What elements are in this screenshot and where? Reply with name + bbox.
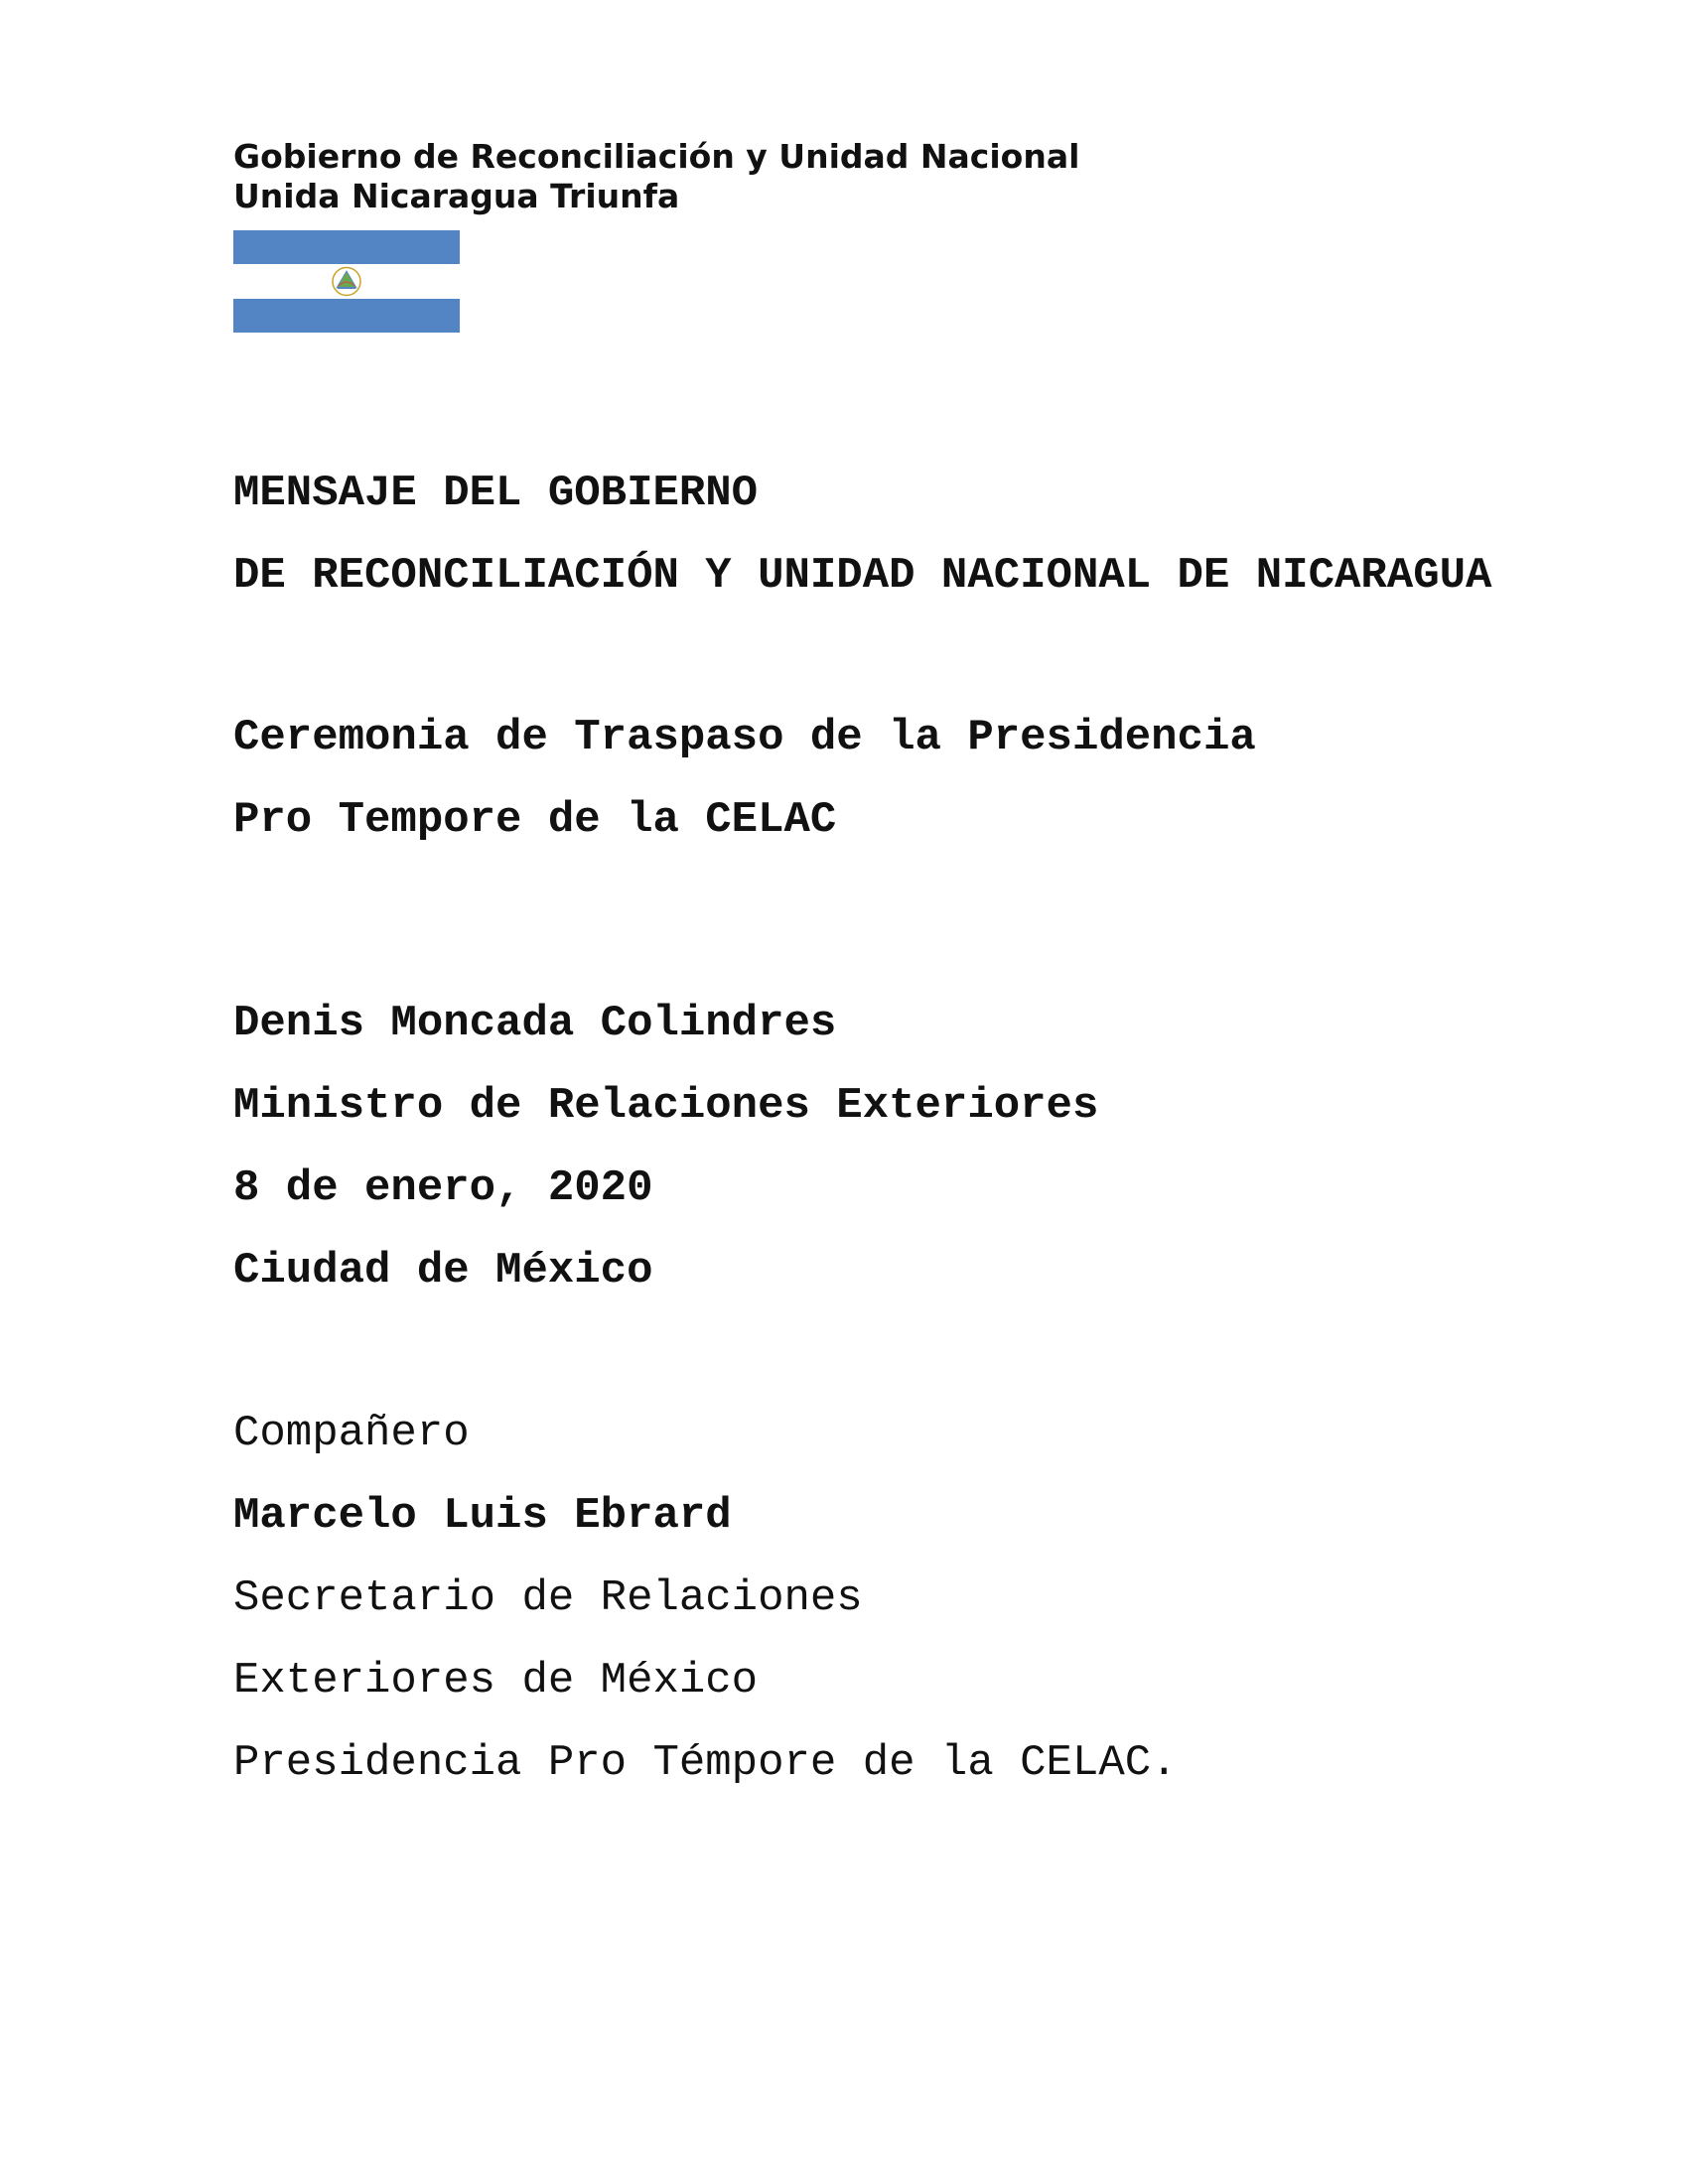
addressee-block (233, 1393, 1178, 1805)
salutation: Compañero (233, 1409, 470, 1458)
government-name: Gobierno de Reconciliación y Unidad Nacional (233, 137, 1080, 176)
addressee-title-line-2: Exteriores de México (233, 1656, 759, 1706)
speaker-position: Ministro de Relaciones Exteriores (233, 1081, 1099, 1131)
addressee-name: Marcelo Luis Ebrard (233, 1491, 732, 1541)
addressee-title-line-1: Secretario de Relaciones (233, 1573, 863, 1623)
document-header (233, 137, 1079, 216)
addressee-title-line-3: Presidencia Pro Témpore de la CELAC. (233, 1738, 1178, 1788)
speech-place: Ciudad de México (233, 1246, 653, 1296)
speech-date: 8 de enero, 2020 (233, 1163, 653, 1213)
title-line-2: DE RECONCILIACIÓN Y UNIDAD NACIONAL DE NICARAGUA (233, 551, 1492, 601)
ceremony-line-1: Ceremonia de Traspaso de la Presidencia (233, 713, 1256, 762)
government-slogan: Unida Nicaragua Triunfa (233, 177, 680, 215)
ceremony-line-2: Pro Tempore de la CELAC (233, 795, 837, 845)
speaker-info (233, 983, 1098, 1312)
title-line-1: MENSAJE DEL GOBIERNO (233, 469, 759, 518)
speaker-name: Denis Moncada Colindres (233, 999, 837, 1048)
ceremony-title (233, 697, 1256, 862)
message-title (233, 453, 1491, 617)
nicaragua-flag-icon (233, 230, 460, 333)
